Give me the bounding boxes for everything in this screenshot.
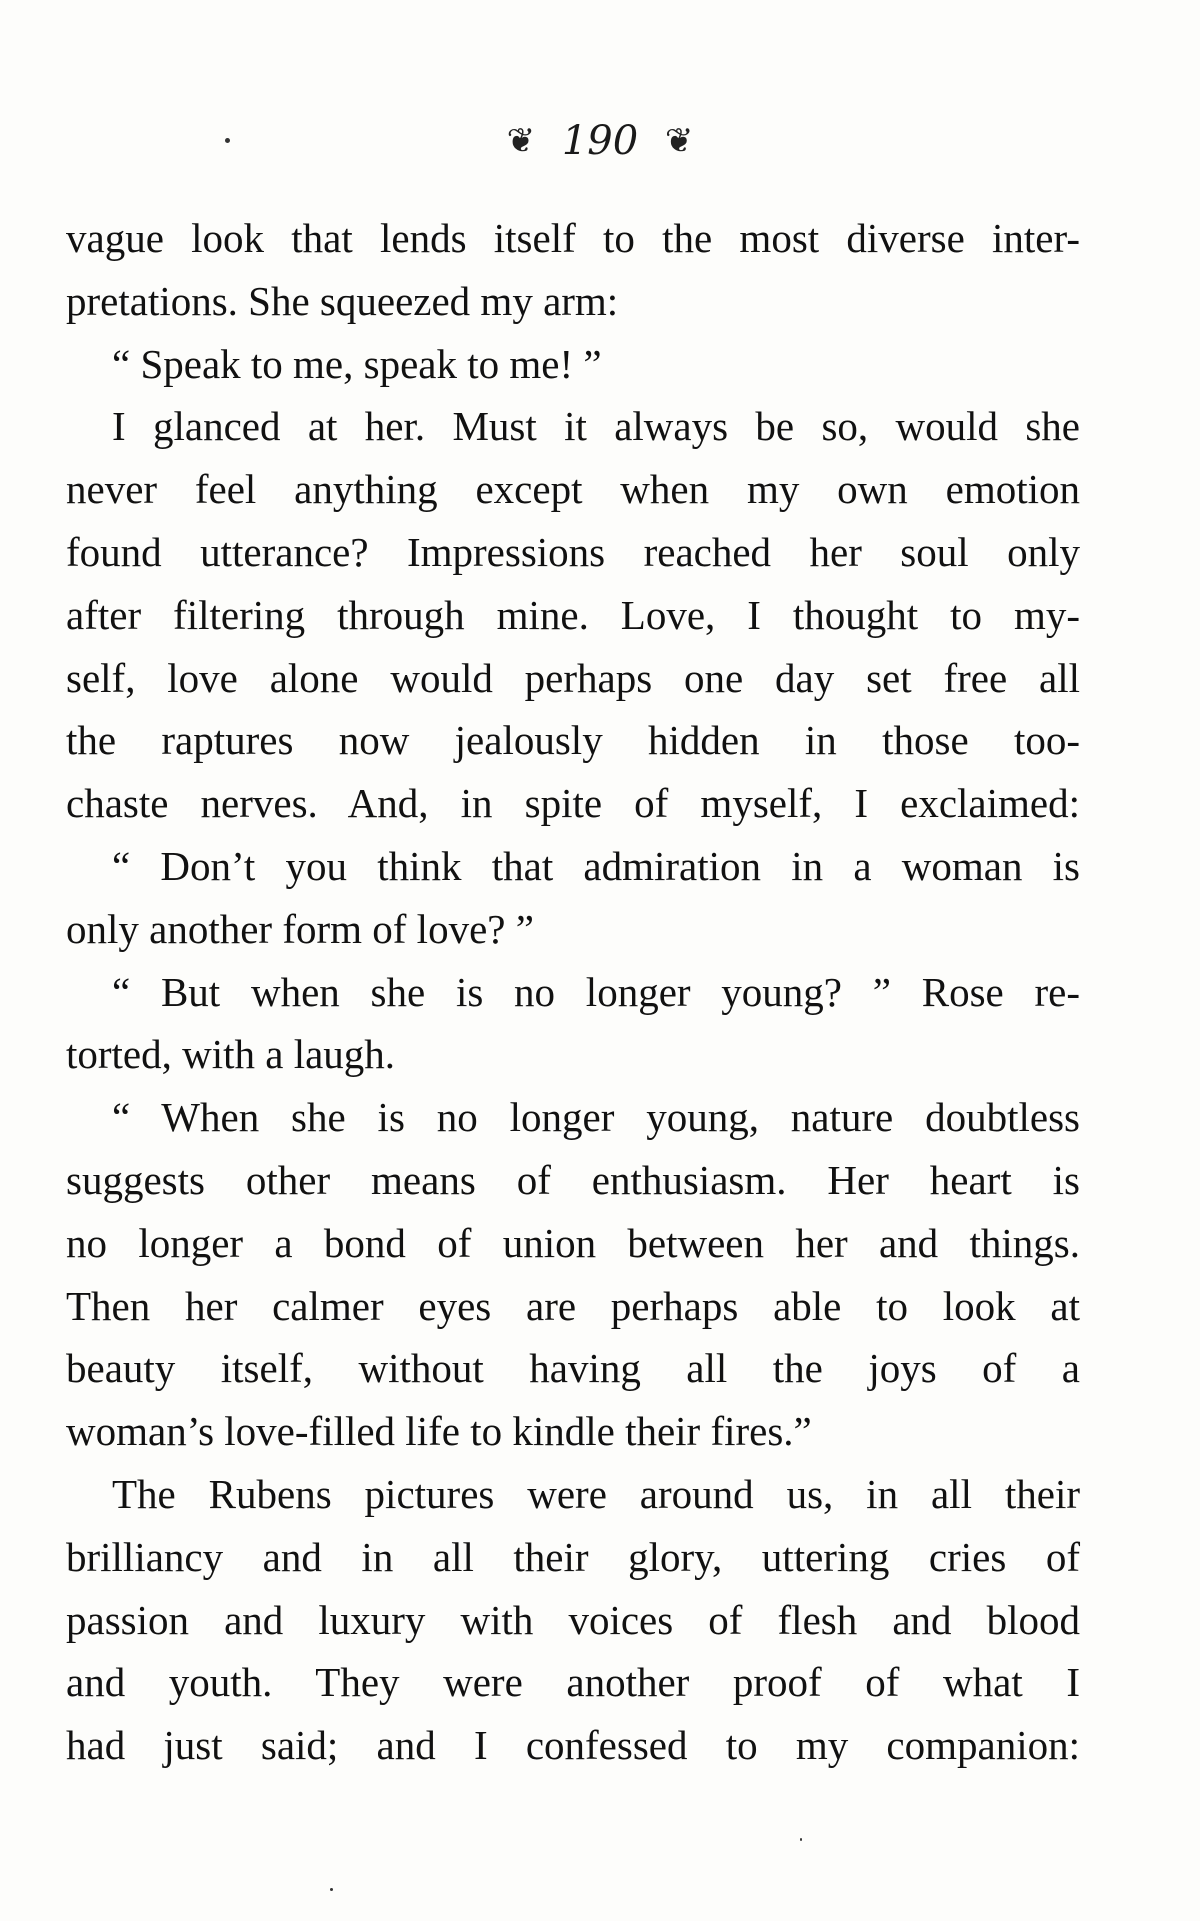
text-line: “ When she is no longer young, nature doubtless	[112, 1094, 1080, 1141]
text-line: “ Don’t you think that admiration in a woman is	[112, 842, 1080, 889]
text-line: brilliancy and in all their glory, uttering cries of	[66, 1533, 1080, 1580]
text-line: never feel anything except when my own emotion	[66, 466, 1080, 513]
fleuron-right-icon: ❦	[664, 121, 694, 161]
text-line: I glanced at her. Must it always be so, would she	[112, 403, 1080, 450]
text-line: woman’s love-filled life to kindle their fires.”	[66, 1408, 812, 1455]
text-line: The Rubens pictures were around us, in all their	[112, 1470, 1080, 1517]
text-line: suggests other means of enthusiasm. Her heart is	[66, 1156, 1080, 1203]
text-line: chaste nerves. And, in spite of myself, I exclaimed:	[66, 780, 1080, 827]
body-text	[66, 207, 1080, 1777]
page-number: 190	[561, 118, 639, 164]
text-line: after filtering through mine. Love, I thought to my-	[66, 591, 1080, 638]
text-line: and youth. They were another proof of what I	[66, 1659, 1080, 1706]
text-line: beauty itself, without having all the joys of a	[66, 1345, 1080, 1392]
text-line: found utterance? Impressions reached her soul only	[66, 528, 1080, 575]
text-line: “ But when she is no longer young? ” Rose re-	[112, 968, 1080, 1015]
text-line: torted, with a laugh.	[66, 1031, 396, 1078]
fleuron-left-icon: ❦	[506, 121, 536, 161]
text-line: vague look that lends itself to the most diverse inter-	[66, 215, 1080, 261]
text-line: pretations. She squeezed my arm:	[66, 277, 619, 324]
ink-speck	[330, 1888, 333, 1891]
text-line: Then her calmer eyes are perhaps able to look at	[66, 1282, 1080, 1329]
text-line: “ Speak to me, speak to me! ”	[112, 340, 602, 387]
ink-speck	[800, 1838, 802, 1841]
text-line: the raptures now jealously hidden in those too-	[66, 717, 1080, 764]
text-line: self, love alone would perhaps one day set free all	[66, 654, 1080, 701]
text-line: passion and luxury with voices of flesh and blood	[66, 1596, 1080, 1643]
text-line: only another form of love? ”	[66, 905, 534, 952]
page-header	[0, 118, 1200, 164]
text-line: no longer a bond of union between her and things.	[66, 1219, 1080, 1266]
ink-speck	[225, 138, 230, 143]
text-line: had just said; and I confessed to my companion:	[66, 1722, 1080, 1769]
